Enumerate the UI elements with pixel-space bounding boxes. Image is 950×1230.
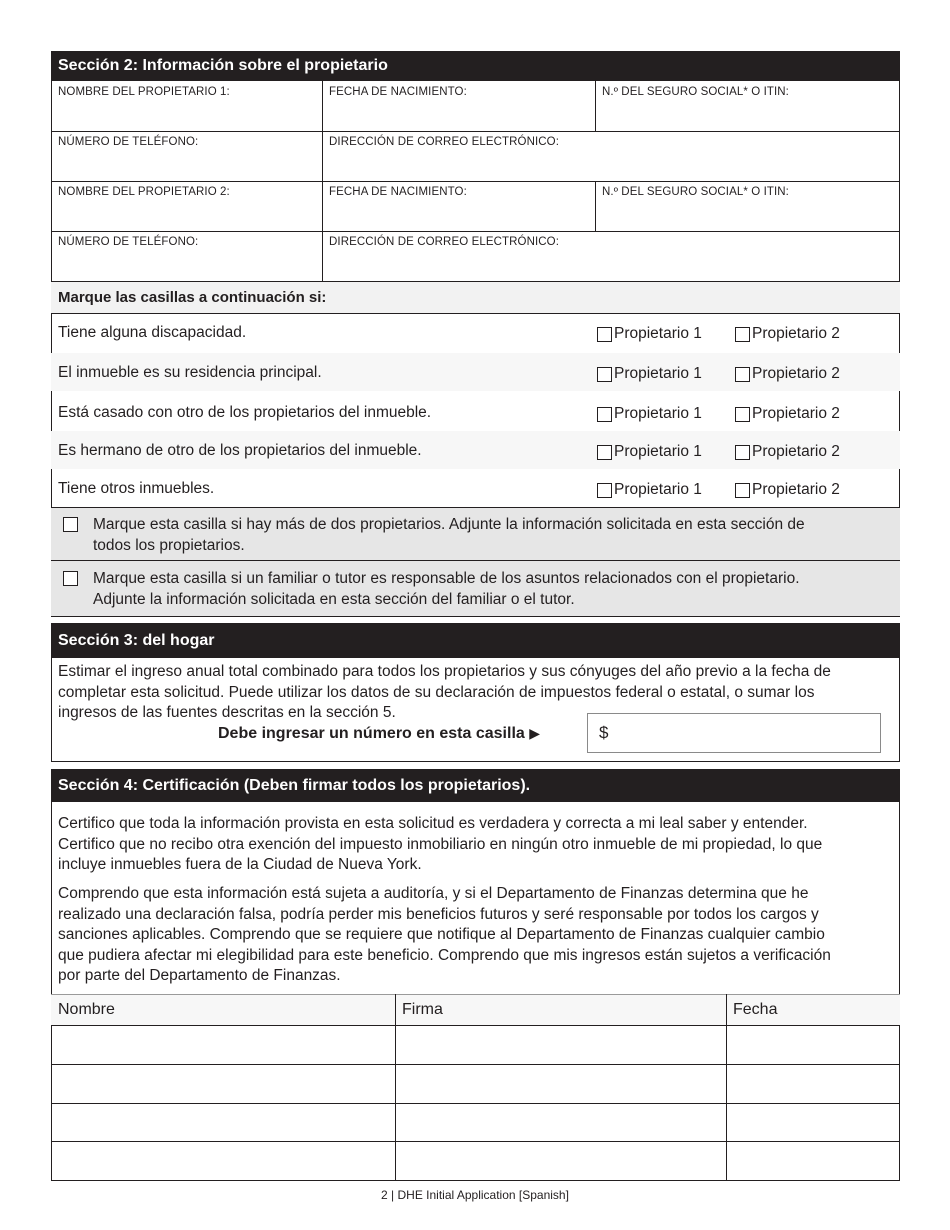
- certification-paragraph-2: Comprendo que esta información está sujeta a auditoría, y si el Departamento de Finanzas determina que he realizado una declaración falsa, podría perder mis beneficios futuros y seré responsable por todos los cargos y sanciones aplicables. Comprendo que se requiere que notifique al Departamento de Finanzas cualquier cambio que pudiera afectar mi elegibilidad para este beneficio. Comprendo que mis ingresos están sujetos a verificación por parte del Departamento de Finanzas.: [58, 885, 831, 984]
- page-footer: 2 | DHE Initial Application [Spanish]: [381, 1188, 569, 1202]
- checkbox-icon: [597, 327, 612, 342]
- residence-owner1-checkbox[interactable]: Propietario 1: [597, 365, 702, 383]
- arrow-right-icon: ▶: [529, 725, 541, 741]
- signature-cell[interactable]: [396, 1104, 725, 1140]
- date-cell[interactable]: [727, 1065, 899, 1102]
- checkbox-icon: [735, 445, 750, 460]
- name-cell[interactable]: [52, 1065, 394, 1102]
- question-sibling: Es hermano de otro de los propietarios del inmueble.: [58, 442, 422, 459]
- more-owners-checkbox[interactable]: [63, 517, 78, 532]
- checkbox-icon: [597, 445, 612, 460]
- section-3-title: Sección 3: del hogar: [51, 623, 900, 658]
- check-boxes-header: Marque las casillas a continuación si:: [58, 289, 327, 306]
- question-primary-residence: El inmueble es su residencia principal.: [58, 364, 322, 381]
- sibling-owner1-checkbox[interactable]: Propietario 1: [597, 443, 702, 461]
- column-signature-header: Firma: [402, 1001, 443, 1018]
- guardian-text: Marque esta casilla si un familiar o tutor es responsable de los asuntos relacionados con el propietario. Adjunte la información solicitada en esta sección del familiar o el tutor.: [93, 570, 800, 608]
- checkbox-icon: [735, 483, 750, 498]
- guardian-checkbox[interactable]: [63, 571, 78, 586]
- income-instructions: Estimar el ingreso anual total combinado para todos los propietarios y sus cónyuges del año previo a la fecha de completar esta solicitud. Puede utilizar los datos de su declaración de impuestos federal o estatal, o sumar los ingresos de las fuentes descritas en la sección 5.: [58, 663, 831, 721]
- owner2-name-field[interactable]: NOMBRE DEL PROPIETARIO 2:: [58, 186, 230, 198]
- question-other-properties: Tiene otros inmuebles.: [58, 480, 215, 497]
- section-4-title: Sección 4: Certificación (Deben firmar todos los propietarios).: [51, 769, 900, 802]
- section-3: [51, 623, 900, 762]
- question-disability: Tiene alguna discapacidad.: [58, 324, 247, 341]
- date-cell[interactable]: [727, 1142, 899, 1180]
- signature-cell[interactable]: [396, 1065, 725, 1102]
- checkbox-icon: [597, 407, 612, 422]
- more-owners-text: Marque esta casilla si hay más de dos propietarios. Adjunte la información solicitada en esta sección de todos los propietarios.: [93, 516, 805, 554]
- married-owner2-checkbox[interactable]: Propietario 2: [735, 405, 840, 423]
- owner1-phone-field[interactable]: NÚMERO DE TELÉFONO:: [58, 136, 199, 148]
- married-owner1-checkbox[interactable]: Propietario 1: [597, 405, 702, 423]
- checkbox-icon: [597, 483, 612, 498]
- column-name-header: Nombre: [58, 1001, 115, 1018]
- date-cell[interactable]: [727, 1026, 899, 1063]
- checkbox-icon: [735, 367, 750, 382]
- name-cell[interactable]: [52, 1026, 394, 1063]
- owner2-ssn-field[interactable]: N.º DEL SEGURO SOCIAL* O ITIN:: [602, 186, 789, 198]
- owner2-email-field[interactable]: DIRECCIÓN DE CORREO ELECTRÓNICO:: [329, 236, 560, 248]
- date-cell[interactable]: [727, 1104, 899, 1140]
- section-2: [51, 51, 900, 617]
- section-2-title: Sección 2: Información sobre el propietario: [51, 51, 900, 81]
- owner1-ssn-field[interactable]: N.º DEL SEGURO SOCIAL* O ITIN:: [602, 86, 789, 98]
- disability-owner1-checkbox[interactable]: Propietario 1: [597, 325, 702, 343]
- sibling-owner2-checkbox[interactable]: Propietario 2: [735, 443, 840, 461]
- certification-paragraph-1: Certifico que toda la información provista en esta solicitud es verdadera y correcta a mi leal saber y entender. Certifico que no recibo otra exención del impuesto inmobiliario en ningún otro inmueble de mi propiedad, lo que incluye inmuebles fuera de la Ciudad de Nueva York.: [58, 815, 823, 873]
- question-married: Está casado con otro de los propietarios del inmueble.: [58, 404, 432, 421]
- section-4: [51, 769, 900, 1181]
- annual-income-input[interactable]: [587, 713, 881, 753]
- checkbox-icon: [597, 367, 612, 382]
- signature-cell[interactable]: [396, 1026, 725, 1063]
- checkbox-icon: [735, 407, 750, 422]
- other-properties-owner2-checkbox[interactable]: Propietario 2: [735, 481, 840, 499]
- column-date-header: Fecha: [733, 1001, 778, 1018]
- owner2-phone-field[interactable]: NÚMERO DE TELÉFONO:: [58, 236, 199, 248]
- checkbox-icon: [735, 327, 750, 342]
- currency-symbol: $: [599, 723, 609, 742]
- owner1-birthdate-field[interactable]: FECHA DE NACIMIENTO:: [329, 86, 467, 98]
- owner1-name-field[interactable]: NOMBRE DEL PROPIETARIO 1:: [58, 86, 230, 98]
- owner1-email-field[interactable]: DIRECCIÓN DE CORREO ELECTRÓNICO:: [329, 136, 560, 148]
- residence-owner2-checkbox[interactable]: Propietario 2: [735, 365, 840, 383]
- must-enter-label: Debe ingresar un número en esta casilla ▶: [218, 725, 541, 742]
- other-properties-owner1-checkbox[interactable]: Propietario 1: [597, 481, 702, 499]
- owner2-birthdate-field[interactable]: FECHA DE NACIMIENTO:: [329, 186, 467, 198]
- disability-owner2-checkbox[interactable]: Propietario 2: [735, 325, 840, 343]
- signature-cell[interactable]: [396, 1142, 725, 1180]
- name-cell[interactable]: [52, 1104, 394, 1140]
- name-cell[interactable]: [52, 1142, 394, 1180]
